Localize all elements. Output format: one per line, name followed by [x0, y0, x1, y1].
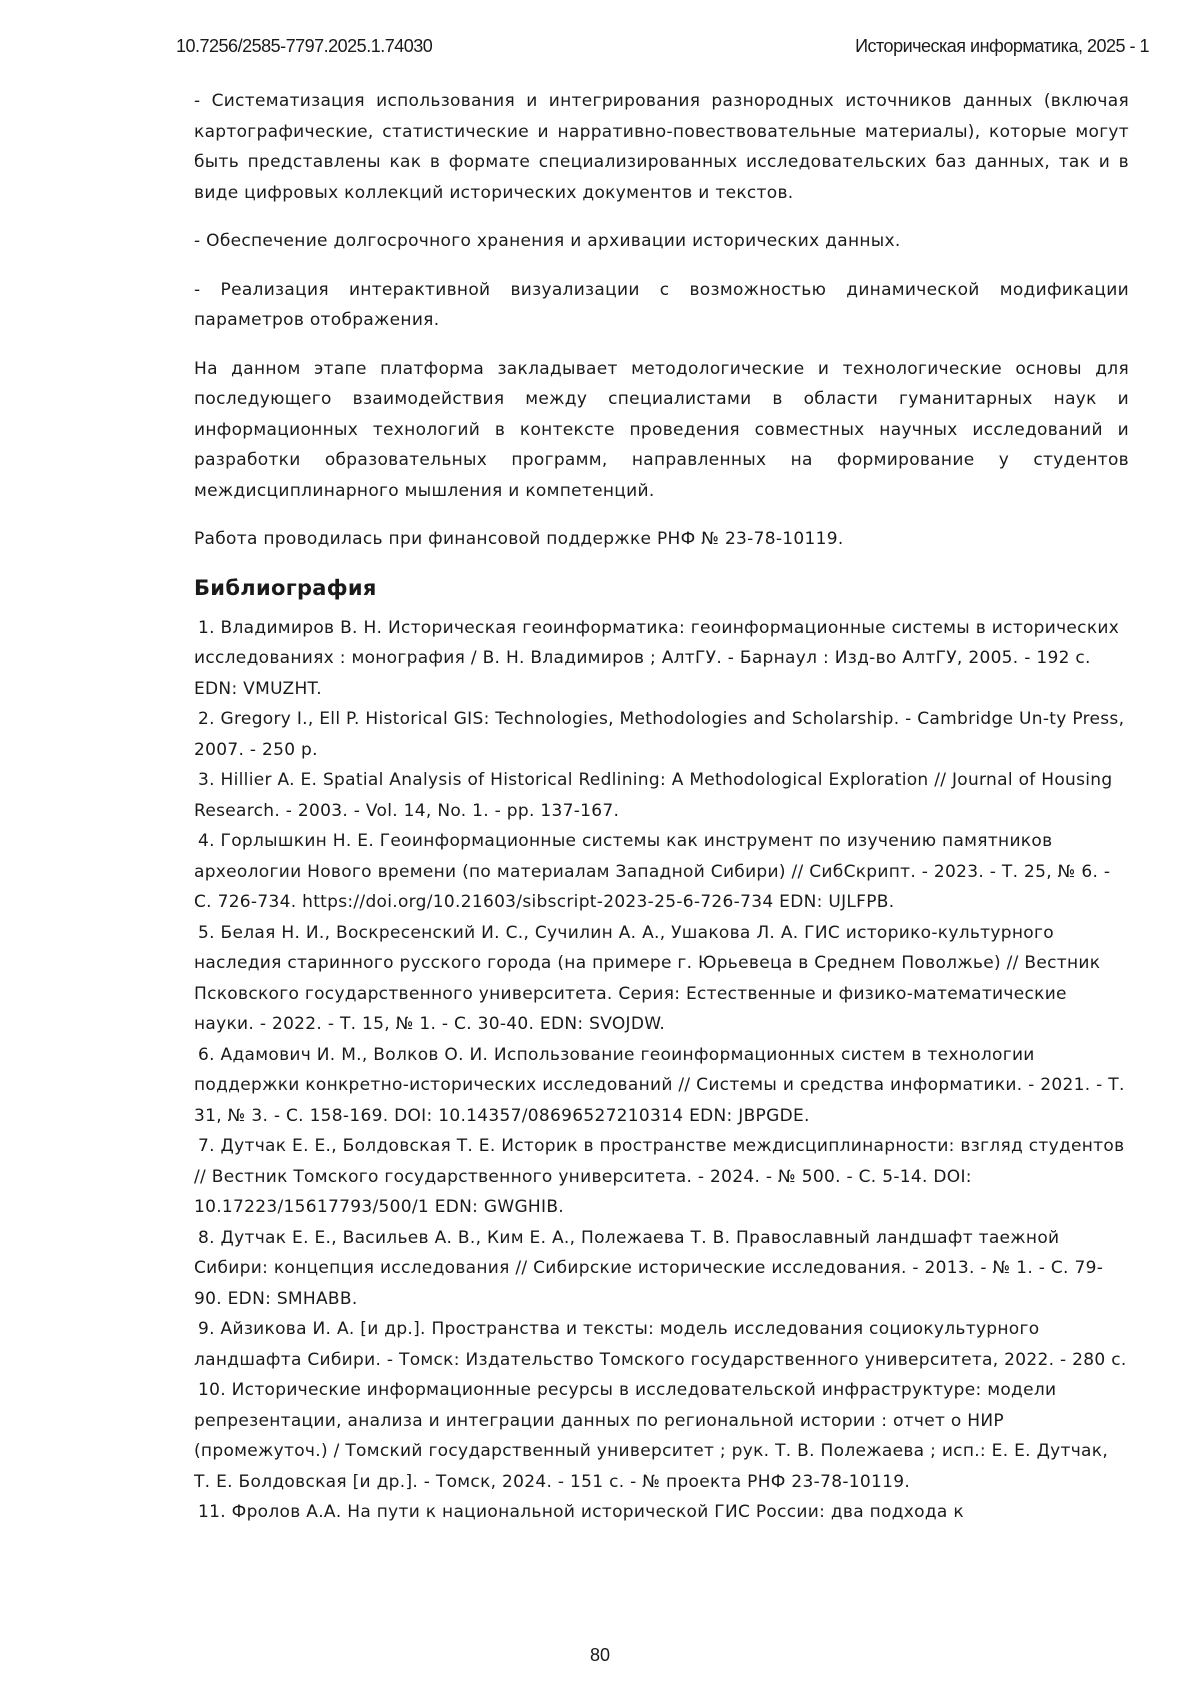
bibliography-item-text: Адамович И. М., Волков О. И. Использование геоинформационных систем в технологии поддержки конкретно-исторических исследований // Системы и средства информатики. - 2021. - Т. 31, № 3. - С. 158-169. DOI: 10.14357/08696527210314 EDN: JBPGDE. [194, 1044, 1125, 1126]
bibliography-item-text: Владимиров В. Н. Историческая геоинформатика: геоинформационные системы в исторических исследованиях : монография / В. Н. Владимиров ; АлтГУ. - Барнаул : Изд-во АлтГУ, 2005. - 192 с. EDN: VMUZHT. [194, 617, 1120, 699]
bibliography-item-text: Дутчак Е. Е., Болдовская Т. Е. Историк в пространстве междисциплинарности: взгляд студентов // Вестник Томского государственного университета. - 2024. - № 500. - С. 5-14. DOI: 10.17223/15617793/500/1 EDN: GWGHIB. [194, 1136, 1125, 1217]
body-paragraph: - Реализация интерактивной визуализации с возможностью динамической модификации параметров отображения. [194, 279, 1129, 330]
bibliography-item-number: 9. [198, 1319, 215, 1339]
bibliography-item [194, 613, 1129, 705]
bibliography-item [194, 1040, 1129, 1132]
bibliography-item-number: 6. [198, 1044, 215, 1065]
bibliography-item [194, 918, 1129, 1040]
bibliography-item [194, 704, 1129, 765]
bibliography-item-number: 7. [198, 1136, 215, 1156]
bibliography-item [194, 1497, 1129, 1528]
bibliography-item [194, 765, 1129, 826]
bibliography-item [194, 826, 1129, 918]
bibliography-item-text: Горлышкин Н. Е. Геоинформационные системы как инструмент по изучению памятников археологии Нового времени (по материалам Западной Сибири) // СибСкрипт. - 2023. - Т. 25, № 6. - С. 726-734. https://doi.org/10.21603/sibscript-2023-25-6-726-734 EDN: UJLFPB. [194, 831, 1111, 912]
main-content [194, 86, 1129, 1528]
bibliography-item-text: Hillier A. E. Spatial Analysis of Historical Redlining: A Methodological Exploration // Journal of Housing Research. - 2003. - Vol. 14, No. 1. - pp. 137-167. [194, 770, 1113, 821]
bibliography-item-number: 1. [198, 617, 215, 638]
body-paragraph: На данном этапе платформа закладывает методологические и технологические основы для последующего взаимодействия между специалистами в области гуманитарных наук и информационных технологий в контексте проведения совместных научных исследований и разработки образовательных программ, направленных на формирование у студентов междисциплинарного мышления и компетенций. [194, 358, 1129, 501]
bibliography-item-text: Белая Н. И., Воскресенский И. С., Сучилин А. А., Ушакова Л. А. ГИС историко-культурного наследия старинного русского города (на примере г. Юрьевеца в Среднем Поволжье) // Вестник Псковского государственного университета. Серия: Естественные и физико-математические науки. - 2022. - Т. 15, № 1. - С. 30-40. EDN: SVOJDW. [194, 922, 1101, 1034]
bibliography-item-number: 3. [198, 770, 215, 790]
page-header [176, 36, 1149, 57]
bibliography-item-number: 2. [198, 709, 215, 729]
bibliography-item-number: 5. [198, 922, 215, 943]
bibliography-list [194, 613, 1129, 1528]
body-paragraph: - Обеспечение долгосрочного хранения и архивации исторических данных. [194, 231, 901, 251]
journal-title: Историческая информатика, 2025 - 1 [855, 36, 1149, 56]
bibliography-item [194, 1131, 1129, 1223]
bibliography-item [194, 1375, 1129, 1497]
bibliography-item-text: Айзикова И. А. [и др.]. Пространства и тексты: модель исследования социокультурного ландшафта Сибири. - Томск: Издательство Томского государственного университета, 2022. - 280 с. [194, 1319, 1127, 1370]
bibliography-item-number: 8. [198, 1227, 215, 1248]
page-number: 80 [589, 1645, 611, 1665]
body-paragraph: - Систематизация использования и интегрирования разнородных источников данных (включая картографические, статистические и нарративно-повествовательные материалы), которые могут быть представлены как в формате специализированных исследовательских баз данных, так и в виде цифровых коллекций исторических документов и текстов. [194, 91, 1129, 203]
doi-label: 10.7256/2585-7797.2025.1.74030 [176, 36, 433, 56]
bibliography-item-text: Исторические информационные ресурсы в исследовательской инфраструктуре: модели репрезентации, анализа и интеграции данных по региональной истории : отчет о НИР (промежуточ.) / Томский государственный университет ; рук. Т. В. Полежаева ; исп.: Е. Е. Дутчак, Т. Е. Болдовская [и др.]. - Томск, 2024. - 151 с. - № проекта РНФ 23-78-10119. [194, 1380, 1109, 1492]
bibliography-item-text: Дутчак Е. Е., Васильев А. В., Ким Е. А., Полежаева Т. В. Православный ландшафт таежной Сибири: концепция исследования // Сибирские исторические исследования. - 2013. - № 1. - С. 79-90. EDN: SMHABB. [194, 1227, 1104, 1309]
bibliography-item-text: Фролов А.А. На пути к национальной исторической ГИС России: два подхода к [231, 1502, 964, 1522]
bibliography-item [194, 1223, 1129, 1315]
bibliography-item [194, 1314, 1129, 1375]
bibliography-heading: Библиография [194, 575, 377, 600]
bibliography-item-number: 10. [198, 1380, 226, 1400]
funding-note: Работа проводилась при финансовой поддержке РНФ № 23-78-10119. [194, 529, 844, 549]
bibliography-item-number: 4. [198, 831, 215, 851]
bibliography-item-text: Gregory I., Ell P. Historical GIS: Technologies, Methodologies and Scholarship. - Cambridge Un-ty Press, 2007. - 250 p. [194, 709, 1125, 760]
bibliography-item-number: 11. [198, 1502, 226, 1522]
